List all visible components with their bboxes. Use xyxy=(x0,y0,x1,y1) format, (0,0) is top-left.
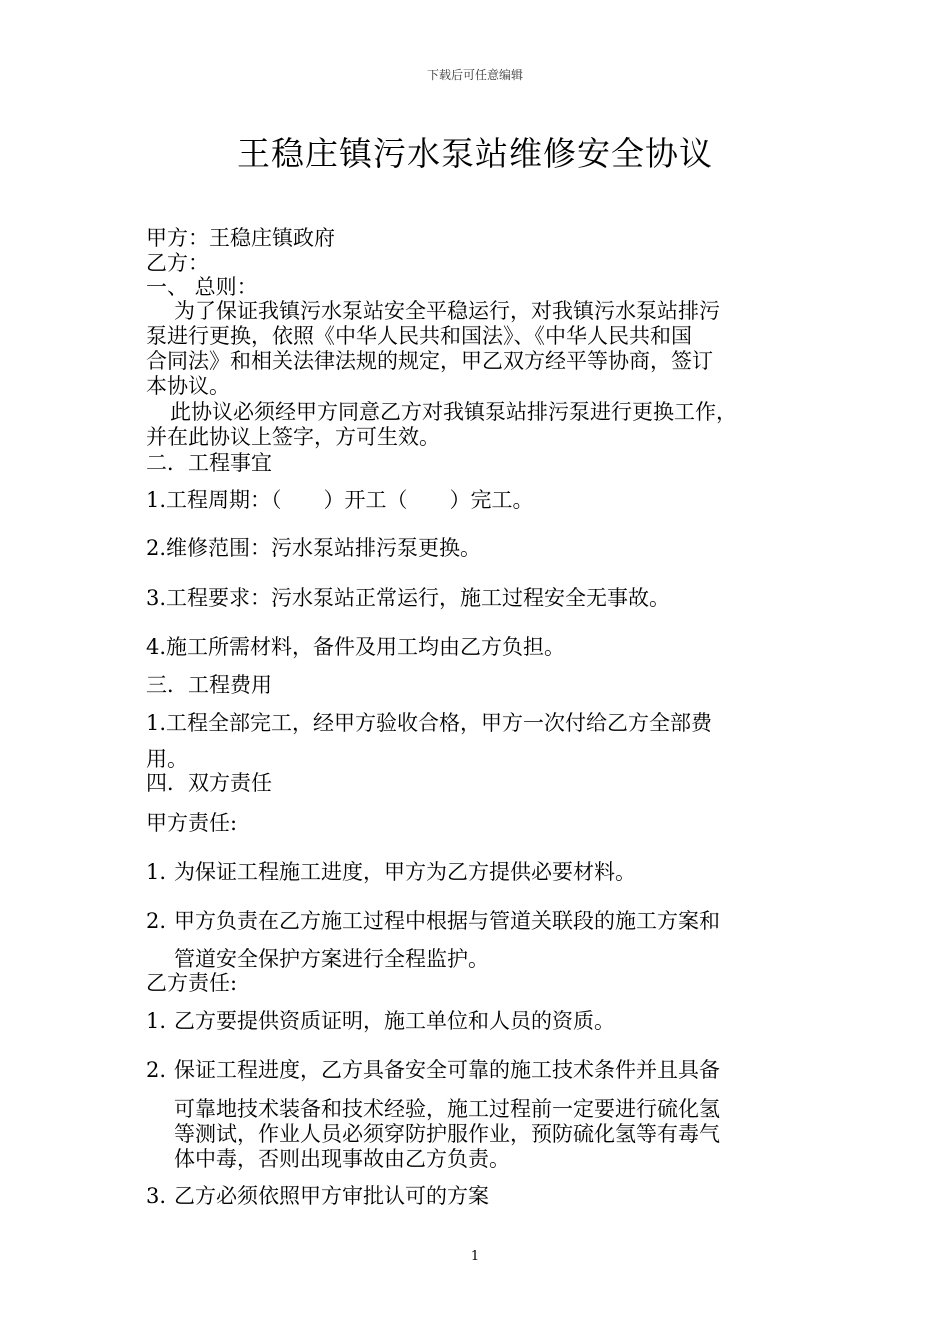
section-1-heading: 一、 总则： xyxy=(146,275,258,299)
paragraph-line: 并在此协议上签字，方可生效。 xyxy=(146,425,440,449)
paragraph-line: 为了保证我镇污水泵站安全平稳运行，对我镇污水泵站排污 xyxy=(174,299,720,323)
item-text: 保证工程进度，乙方具备安全可靠的施工技术条件并且具备 xyxy=(174,1058,720,1082)
numbered-item xyxy=(146,908,720,934)
section-3-heading: 三．工程费用 xyxy=(146,673,272,697)
paragraph-line: 此协议必须经甲方同意乙方对我镇泵站排污泵进行更换工作， xyxy=(170,400,737,424)
numbered-item xyxy=(146,1057,720,1083)
item-number: 1. xyxy=(146,860,167,884)
item-number: 2. xyxy=(146,1058,167,1082)
item-text: 为保证工程施工进度，甲方为乙方提供必要材料。 xyxy=(174,860,636,884)
item-number: 2. xyxy=(146,909,167,933)
item-number: 3. xyxy=(146,1184,167,1208)
numbered-item xyxy=(146,859,636,885)
numbered-item xyxy=(146,1183,489,1209)
paragraph-line: 合同法》和相关法律法规的规定，甲乙双方经平等协商，签订 xyxy=(146,349,713,373)
item-text: 乙方要提供资质证明，施工单位和人员的资质。 xyxy=(174,1009,615,1033)
item-text-continued: 体中毒，否则出现事故由乙方负责。 xyxy=(174,1147,510,1171)
party-a: 甲方：王稳庄镇政府 xyxy=(146,226,335,250)
party-a-responsibility-heading: 甲方责任: xyxy=(146,811,238,835)
item-text: 甲方负责在乙方施工过程中根据与管道关联段的施工方案和 xyxy=(174,909,720,933)
section-4-heading: 四．双方责任 xyxy=(146,771,272,795)
list-item: 4.施工所需材料，备件及用工均由乙方负担。 xyxy=(146,635,566,659)
item-text-continued: 可靠地技术装备和技术经验，施工过程前一定要进行硫化氢 xyxy=(174,1097,720,1121)
party-b-responsibility-heading: 乙方责任: xyxy=(146,971,238,995)
list-item: 2.维修范围：污水泵站排污泵更换。 xyxy=(146,536,482,560)
item-text-continued: 管道安全保护方案进行全程监护。 xyxy=(174,947,489,971)
header-note: 下载后可任意编辑 xyxy=(426,68,523,82)
item-text-continued: 等测试，作业人员必须穿防护服作业，预防硫化氢等有毒气 xyxy=(174,1122,720,1146)
numbered-item xyxy=(146,1008,615,1034)
paragraph-line: 泵进行更换，依照《中华人民共和国法》、《中华人民共和国 xyxy=(146,324,692,348)
item-number: 1. xyxy=(146,1009,167,1033)
list-item-continued: 用。 xyxy=(146,747,188,771)
page-number: 1 xyxy=(470,1249,480,1264)
section-2-heading: 二．工程事宜 xyxy=(146,451,272,475)
paragraph-line: 本协议。 xyxy=(146,374,230,398)
party-b: 乙方： xyxy=(146,251,209,275)
list-item: 3.工程要求：污水泵站正常运行，施工过程安全无事故。 xyxy=(146,586,671,610)
item-text: 乙方必须依照甲方审批认可的方案 xyxy=(174,1184,489,1208)
document-title: 王稳庄镇污水泵站维修安全协议 xyxy=(237,134,713,173)
list-item: 1.工程周期：（ ）开工（ ）完工。 xyxy=(146,488,534,512)
list-item: 1.工程全部完工，经甲方验收合格，甲方一次付给乙方全部费 xyxy=(146,711,713,735)
